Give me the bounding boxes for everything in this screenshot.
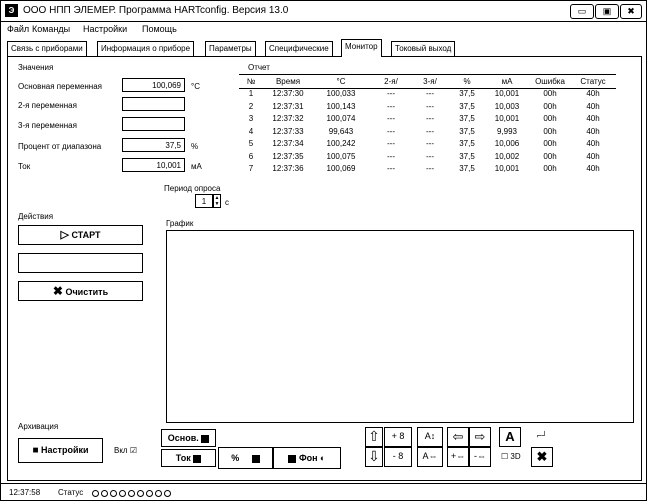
table-cell: 12:37:35 bbox=[272, 151, 304, 161]
table-cell: 100,033 bbox=[326, 89, 356, 98]
title-bar bbox=[1, 1, 646, 22]
checkbox-checked-icon: ☑ bbox=[129, 446, 137, 455]
current-label: Ток bbox=[18, 162, 31, 171]
table-cell: 6 bbox=[248, 151, 254, 161]
second-variable-value bbox=[122, 97, 185, 111]
status-indicator-icon bbox=[164, 490, 171, 497]
fit-horizontal-icon: ⇔ bbox=[428, 451, 438, 461]
arrow-up-icon: ⇧ bbox=[368, 428, 380, 444]
status-time: 12:37:58 bbox=[9, 488, 41, 497]
table-cell: 00h bbox=[543, 164, 557, 173]
cursor-icon: ⌐┘ bbox=[536, 431, 548, 440]
table-cell: 10,002 bbox=[494, 151, 520, 161]
table-cell: 10,006 bbox=[494, 139, 520, 148]
menu-settings[interactable]: Настройки bbox=[83, 24, 128, 34]
play-icon: ▷ bbox=[60, 229, 69, 241]
start-button-label: СТАРТ bbox=[71, 230, 101, 240]
fit-horizontal-button[interactable] bbox=[417, 447, 443, 467]
clear-icon: ✖ bbox=[52, 284, 63, 298]
window-title: ООО НПП ЭЛЕМЕР. Программа HARTconfig. Версия 13.0 bbox=[23, 5, 289, 16]
table-cell: 100,069 bbox=[326, 164, 356, 173]
scale-x-minus-button[interactable] bbox=[469, 447, 491, 467]
color-swatch-icon bbox=[252, 455, 260, 463]
arrow-left-icon: ⇦ bbox=[452, 429, 464, 444]
table-cell: 40h bbox=[586, 114, 600, 123]
table-cell: --- bbox=[426, 89, 434, 98]
tab-connection[interactable]: Связь с приборами bbox=[7, 41, 87, 56]
table-cell: 10,003 bbox=[494, 101, 520, 111]
table-cell: 00h bbox=[543, 151, 557, 161]
table-cell: 12:37:31 bbox=[272, 101, 304, 111]
table-cell: 37,5 bbox=[459, 139, 475, 148]
current-toggle[interactable] bbox=[161, 449, 216, 467]
app-icon: Э bbox=[5, 4, 18, 17]
arrow-right-icon: ⇨ bbox=[474, 429, 486, 444]
status-indicator-icon bbox=[137, 490, 144, 497]
color-swatch-icon bbox=[288, 455, 296, 463]
percent-toggle-label: % bbox=[231, 453, 240, 463]
poll-period-unit: с bbox=[225, 198, 229, 207]
table-cell: --- bbox=[426, 164, 434, 173]
menu-help[interactable]: Помощь bbox=[142, 24, 177, 34]
current-toggle-label: Ток bbox=[175, 453, 191, 463]
table-cell: 37,5 bbox=[459, 101, 475, 111]
scale-minus-label: - bbox=[474, 451, 477, 461]
status-indicator-icon bbox=[128, 490, 135, 497]
scroll-up-button[interactable] bbox=[365, 427, 383, 447]
grid-3d-label: 3D bbox=[510, 452, 521, 461]
archive-settings-label: Настройки bbox=[41, 445, 89, 455]
table-row bbox=[239, 152, 616, 164]
table-cell: --- bbox=[387, 164, 395, 173]
main-variable-toggle[interactable] bbox=[161, 429, 216, 447]
table-cell: 37,5 bbox=[459, 89, 475, 98]
arrow-down-icon: ⇩ bbox=[368, 448, 380, 464]
status-indicator-icon bbox=[119, 490, 126, 497]
status-bar bbox=[1, 483, 646, 501]
tab-specific[interactable]: Специфические bbox=[265, 41, 333, 56]
table-row bbox=[239, 102, 616, 114]
archive-enable-label: Вкл bbox=[114, 446, 128, 455]
clear-button[interactable] bbox=[18, 281, 143, 301]
table-cell: 10,001 bbox=[494, 164, 520, 173]
report-col-time: Время bbox=[275, 77, 301, 86]
percent-toggle[interactable] bbox=[218, 447, 273, 469]
table-cell: --- bbox=[426, 151, 434, 161]
table-cell: 37,5 bbox=[459, 126, 475, 136]
graph-title: График bbox=[166, 219, 194, 228]
table-cell: 40h bbox=[586, 139, 600, 148]
scroll-right-button[interactable] bbox=[469, 427, 491, 447]
graph-close-button[interactable] bbox=[531, 447, 553, 467]
minimize-icon: ▭ bbox=[577, 6, 587, 16]
table-cell: 40h bbox=[586, 101, 600, 111]
table-cell: --- bbox=[387, 89, 395, 98]
archive-enable-checkbox[interactable] bbox=[114, 446, 137, 455]
table-cell: 1 bbox=[248, 89, 254, 98]
spin-down-icon[interactable]: ▼ bbox=[214, 201, 220, 207]
scale-plus-label: + bbox=[450, 451, 457, 461]
table-cell: --- bbox=[387, 101, 395, 111]
empty-action-button[interactable] bbox=[18, 253, 143, 273]
table-cell: --- bbox=[426, 114, 434, 123]
color-swatch-icon bbox=[201, 435, 209, 443]
status-indicator-icon bbox=[101, 490, 108, 497]
zoom-y-plus-button[interactable]: + 8 bbox=[384, 427, 412, 447]
table-cell: 2 bbox=[248, 101, 254, 111]
third-variable-value bbox=[122, 117, 185, 131]
palette-icon: ◐ bbox=[320, 453, 326, 463]
start-button[interactable] bbox=[18, 225, 143, 245]
table-cell: 00h bbox=[543, 114, 557, 123]
checkbox-empty-icon: ☐ bbox=[501, 452, 509, 461]
graph-area[interactable] bbox=[166, 230, 634, 423]
third-variable-label: 3-я переменная bbox=[18, 121, 77, 130]
close-icon: ✖ bbox=[627, 6, 635, 16]
table-cell: 00h bbox=[543, 101, 557, 111]
table-cell: 00h bbox=[543, 89, 557, 98]
fit-vertical-icon: ↕ bbox=[430, 431, 436, 441]
table-cell: 9,993 bbox=[496, 126, 518, 136]
close-button[interactable] bbox=[620, 4, 642, 19]
table-cell: 10,001 bbox=[494, 89, 520, 98]
table-cell: --- bbox=[387, 151, 395, 161]
table-cell: 12:37:34 bbox=[272, 139, 304, 148]
table-cell: --- bbox=[426, 101, 434, 111]
table-row bbox=[239, 139, 616, 151]
second-variable-label: 2-я переменная bbox=[18, 101, 77, 110]
table-cell: 100,074 bbox=[326, 114, 356, 123]
table-cell: 5 bbox=[248, 139, 254, 148]
table-cell: --- bbox=[387, 114, 395, 123]
primary-variable-label: Основная переменная bbox=[18, 82, 103, 91]
report-col-second: 2-я/ bbox=[384, 77, 398, 86]
scroll-left-button[interactable] bbox=[447, 427, 469, 447]
menu-file[interactable]: Файл bbox=[7, 24, 30, 34]
status-label: Статус bbox=[58, 488, 84, 497]
report-col-error: Ошибка bbox=[535, 77, 565, 86]
table-cell: --- bbox=[426, 126, 434, 136]
zoom-y-minus-button[interactable]: - 8 bbox=[384, 447, 412, 467]
table-cell: 00h bbox=[543, 126, 557, 136]
spin-up-icon[interactable]: ▲ bbox=[214, 195, 220, 201]
maximize-button[interactable] bbox=[595, 4, 619, 19]
archive-settings-button[interactable] bbox=[18, 438, 103, 463]
tab-parameters[interactable]: Параметры bbox=[205, 41, 256, 56]
table-cell: 40h bbox=[586, 126, 600, 136]
scale-minus-icon: ⇔ bbox=[477, 451, 486, 461]
values-group-title: Значения bbox=[18, 63, 54, 72]
table-cell: 40h bbox=[586, 151, 600, 161]
color-swatch-icon bbox=[193, 455, 201, 463]
fit-vertical-button[interactable] bbox=[417, 427, 443, 447]
font-button[interactable]: A bbox=[499, 427, 521, 447]
cursor-button[interactable] bbox=[531, 427, 553, 447]
table-row bbox=[239, 114, 616, 126]
table-cell: 10,001 bbox=[494, 114, 520, 123]
minimize-button[interactable] bbox=[570, 4, 594, 19]
actions-title: Действия bbox=[18, 212, 54, 221]
fit-label: A bbox=[424, 431, 431, 441]
table-cell: --- bbox=[387, 139, 395, 148]
status-indicators bbox=[92, 488, 173, 498]
table-cell: 100,143 bbox=[326, 101, 356, 111]
status-indicator-icon bbox=[92, 490, 99, 497]
table-cell: --- bbox=[387, 126, 395, 136]
table-cell: 12:37:30 bbox=[272, 89, 304, 98]
table-row bbox=[239, 89, 616, 101]
table-cell: 12:37:32 bbox=[272, 114, 304, 123]
tab-device-info[interactable]: Информация о приборе bbox=[97, 41, 194, 56]
percent-range-unit: % bbox=[191, 142, 199, 151]
table-cell: 37,5 bbox=[459, 164, 475, 173]
table-cell: 12:37:33 bbox=[272, 126, 304, 136]
archive-title: Архивация bbox=[18, 422, 59, 431]
status-indicator-icon bbox=[110, 490, 117, 497]
table-cell: 7 bbox=[248, 164, 254, 173]
poll-period-input[interactable]: 1 bbox=[195, 194, 213, 208]
percent-range-value: 37,5 bbox=[122, 138, 185, 152]
table-cell: 00h bbox=[543, 139, 557, 148]
save-icon: ■ bbox=[32, 445, 39, 456]
table-cell: 37,5 bbox=[459, 151, 475, 161]
scroll-down-button[interactable] bbox=[365, 447, 383, 467]
report-header bbox=[239, 74, 616, 89]
table-cell: 100,242 bbox=[326, 139, 356, 148]
table-cell: 12:37:36 bbox=[272, 164, 304, 173]
percent-range-label: Процент от диапазона bbox=[18, 142, 102, 151]
primary-variable-value: 100,069 bbox=[122, 78, 185, 92]
tab-monitor[interactable]: Монитор bbox=[341, 39, 382, 57]
report-col-percent: % bbox=[463, 77, 471, 86]
fit-horizontal-label: A bbox=[422, 451, 429, 461]
report-col-third: 3-я/ bbox=[423, 77, 437, 86]
table-cell: 40h bbox=[586, 164, 600, 173]
menu-bar bbox=[1, 22, 646, 37]
report-col-ma: мА bbox=[501, 77, 513, 86]
table-row bbox=[239, 127, 616, 139]
clear-button-label: Очистить bbox=[65, 287, 109, 297]
table-cell: 4 bbox=[248, 126, 254, 136]
report-body bbox=[239, 89, 616, 175]
poll-period-label: Период опроса bbox=[164, 184, 221, 193]
table-cell: 100,075 bbox=[326, 151, 356, 161]
background-color-button[interactable] bbox=[273, 447, 341, 469]
main-variable-label: Основ. bbox=[167, 433, 199, 443]
current-value: 10,001 bbox=[122, 158, 185, 172]
background-label: Фон bbox=[298, 453, 318, 463]
current-unit: мА bbox=[191, 162, 202, 171]
status-indicator-icon bbox=[146, 490, 153, 497]
report-col-number: № bbox=[246, 77, 256, 86]
table-cell: 40h bbox=[586, 89, 600, 98]
grid-3d-checkbox[interactable] bbox=[501, 452, 521, 461]
table-cell: 99,643 bbox=[328, 126, 354, 136]
table-cell: 3 bbox=[248, 114, 254, 123]
status-indicator-icon bbox=[155, 490, 162, 497]
report-col-celsius: °C bbox=[336, 77, 346, 86]
close-icon: ✖ bbox=[536, 449, 548, 464]
menu-commands[interactable]: Команды bbox=[32, 24, 71, 34]
report-title: Отчет bbox=[248, 63, 270, 72]
primary-variable-unit: °C bbox=[191, 82, 200, 91]
table-cell: --- bbox=[426, 139, 434, 148]
scale-x-plus-button[interactable] bbox=[447, 447, 469, 467]
poll-period-spinner[interactable] bbox=[213, 194, 221, 208]
report-col-status: Статус bbox=[580, 77, 606, 86]
maximize-icon: ▣ bbox=[602, 6, 612, 16]
scale-plus-icon: ⇔ bbox=[456, 451, 466, 461]
tab-current-output[interactable]: Токовый выход bbox=[391, 41, 455, 56]
table-cell: 37,5 bbox=[459, 114, 475, 123]
table-row bbox=[239, 164, 616, 176]
